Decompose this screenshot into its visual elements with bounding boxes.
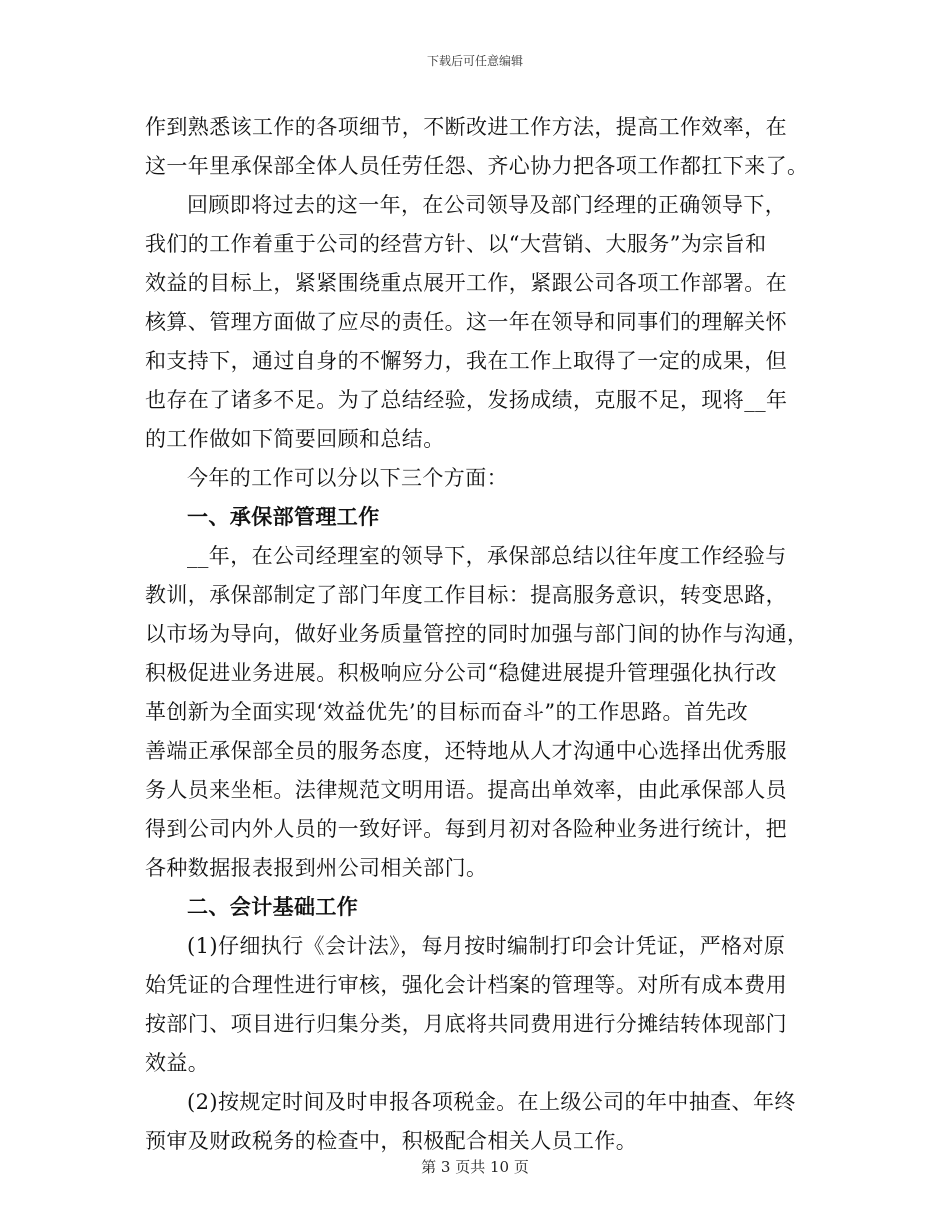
text-line: 各种数据报表报到州公司相关部门。 [145, 856, 488, 880]
text-line: 始凭证的合理性进行审核，强化会计档案的管理等。对所有成本费用 [145, 973, 787, 997]
section-heading: 二、会计基础工作 [187, 895, 359, 919]
text-line: __年，在公司经理室的领导下，承保部总结以往年度工作经验与 [187, 544, 787, 568]
text-line: (1)仔细执行《会计法》，每月按时编制打印会计凭证，严格对原 [187, 934, 786, 958]
text-line: 得到公司内外人员的一致好评。每到月初对各险种业务进行统计，把 [145, 817, 787, 841]
text-line: 预审及财政税务的检查中，积极配合相关人员工作。 [145, 1129, 638, 1153]
text-line: 效益。 [145, 1051, 210, 1075]
text-line: 的工作做如下简要回顾和总结。 [145, 427, 445, 451]
text-line: 作到熟悉该工作的各项细节，不断改进工作方法，提高工作效率，在 [145, 115, 787, 139]
text-line: 和支持下，通过自身的不懈努力，我在工作上取得了一定的成果，但 [145, 349, 787, 373]
text-line: 教训，承保部制定了部门年度工作目标：提高服务意识，转变思路， [145, 583, 787, 607]
text-line: 积极促进业务进展。积极响应分公司“稳健进展提升管理强化执行改 [145, 661, 777, 685]
text-line: 按部门、项目进行归集分类，月底将共同费用进行分摊结转体现部门 [145, 1012, 787, 1036]
text-line: 我们的工作着重于公司的经营方针、以“大营销、大服务”为宗旨和 [145, 232, 767, 256]
page-footer: 第 3 页共 10 页 [421, 1158, 529, 1176]
text-line: 回顾即将过去的这一年，在公司领导及部门经理的正确领导下， [187, 193, 787, 217]
text-line: (2)按规定时间及时申报各项税金。在上级公司的年中抽查、年终 [187, 1090, 796, 1114]
text-line: 革创新为全面实现‘效益优先’的目标而奋斗”的工作思路。首先改 [145, 700, 749, 724]
text-line: 善端正承保部全员的服务态度，还特地从人才沟通中心选择出优秀服 [145, 739, 787, 763]
text-line: 务人员来坐柜。法律规范文明用语。提高出单效率，由此承保部人员 [145, 778, 787, 802]
text-line: 以市场为导向，做好业务质量管控的同时加强与部门间的协作与沟通， [145, 622, 809, 646]
document-body [145, 108, 809, 1161]
text-line: 效益的目标上，紧紧围绕重点展开工作，紧跟公司各项工作部署。在 [145, 271, 787, 295]
text-line: 也存在了诸多不足。为了总结经验，发扬成绩，克服不足，现将__年 [145, 388, 788, 412]
section-heading: 一、承保部管理工作 [187, 505, 380, 529]
text-line: 今年的工作可以分以下三个方面： [187, 466, 508, 490]
page-header: 下载后可任意编辑 [426, 54, 523, 68]
text-line: 这一年里承保部全体人员任劳任怨、齐心协力把各项工作都扛下来了。 [145, 154, 809, 178]
text-line: 核算、管理方面做了应尽的责任。这一年在领导和同事们的理解关怀 [145, 310, 787, 334]
